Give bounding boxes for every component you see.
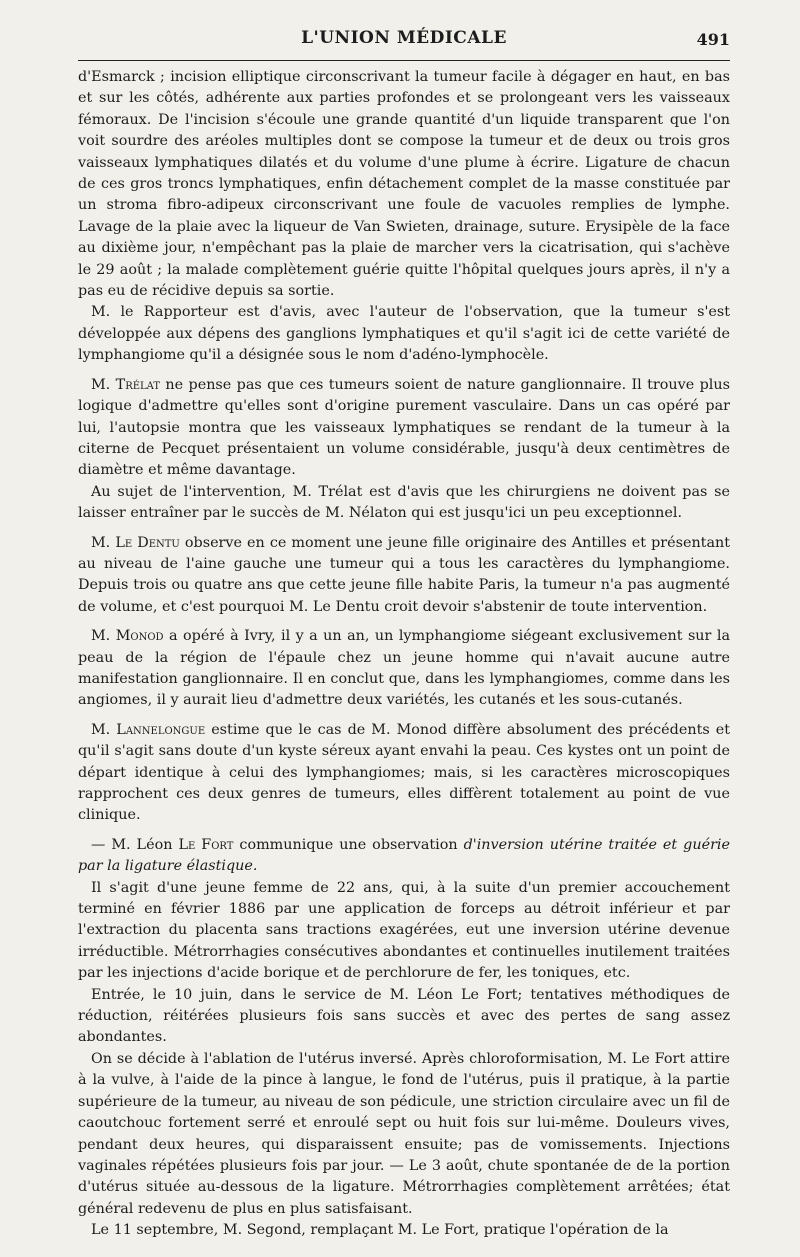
speaker-name: Trélat [115, 376, 161, 393]
speaker-name: Le Dentu [115, 534, 180, 551]
paragraph: M. Trélat ne pense pas que ces tumeurs soient de nature ganglionnaire. Il trouve plus logique d'admettre qu'elles sont d'origine purement vasculaire. Dans un cas opéré par lui, l'autopsie montra que les vaisseaux lymphatiques se rendant de la tumeur à la citerne de Pecquet présentaient un volume considérable, jusqu'à deux centimètres de diamètre et même davantage. [78, 376, 730, 479]
paragraph: M. le Rapporteur est d'avis, avec l'auteur de l'observation, que la tumeur s'est développée aux dépens des ganglions lymphatiques et qu'il s'agit ici de cette variété de lymphangiome qu'il a désignée sous le nom d'adéno-lymphocèle. [78, 304, 730, 364]
paragraph: M. Monod a opéré à Ivry, il y a un an, un lymphangiome siégeant exclusivement sur la peau de la région de l'épaule chez un jeune homme qui n'avait aucune autre manifestation ganglionnaire. Il en conclut que, dans les lymphangiomes, comme dans les angiomes, il y aurait lieu d'admettre deux variétés, les cutanés et les sous-cutanés. [78, 628, 730, 709]
running-title: L'UNION MÉDICALE [301, 28, 507, 48]
paragraph: Le 11 septembre, M. Segond, remplaçant M. Le Fort, pratique l'opération de la [91, 1222, 669, 1239]
paragraph: Entrée, le 10 juin, dans le service de M. Léon Le Fort; tentatives méthodiques de réduction, réitérées plusieurs fois sans succès et avec des pertes de sang assez abondantes. [78, 986, 730, 1046]
paragraph: d'Esmarck ; incision elliptique circonscrivant la tumeur facile à dégager en haut, en bas et sur les côtés, adhérente aux parties profondes et se prolongeant vers les vaisseaux fémoraux. De l'incision s'écoule une grande quantité d'un liquide transparent que l'on voit sourdre des aréoles multiples dont se compose la tumeur et de deux ou trois gros vaisseaux lymphatiques dilatés et du volume d'une plume à écrire. Ligature de chacun de ces gros troncs lymphatiques, enfin détachement complet de la masse constituée par un stroma fibro-adipeux circonscrivant une foule de vacuoles remplies de lymphe. Lavage de la plaie avec la liqueur de Van Swieten, drainage, suture. Erysipèle de la face au dixième jour, n'empêchant pas la plaie de marcher vers la cicatrisation, qui s'achève le 29 août ; la malade complètement guérie quitte l'hôpital quelques jours après, il n'y a pas eu de récidive depuis sa sortie. [78, 69, 730, 300]
paragraph: Au sujet de l'intervention, M. Trélat est d'avis que les chirurgiens ne doivent pas se laisser entraîner par le succès de M. Nélaton qui est jusqu'ici un peu exceptionnel. [78, 483, 730, 522]
paragraph: M. Le Dentu observe en ce moment une jeune fille originaire des Antilles et présentant au niveau de l'aine gauche une tumeur qui a tous les caractères du lymphangiome. Depuis trois ou quatre ans que cette jeune fille habite Paris, la tumeur n'a pas augmenté de volume, et c'est pourquoi M. Le Dentu croit devoir s'abstenir de toute intervention. [78, 534, 731, 615]
paragraph: — M. Léon Le Fort communique une observation d'inversion utérine traitée et guérie par la ligature élastique. [78, 836, 730, 875]
observation-title: d'inversion utérine traitée et guérie par la ligature élastique. [78, 836, 730, 875]
page-number: 491 [696, 30, 730, 49]
paragraph: Il s'agit d'une jeune femme de 22 ans, qui, à la suite d'un premier accouchement terminé en février 1886 par une application de forceps au détroit inférieur et par l'extraction du placenta sans tractions exagérées, eut une inversion utérine devenue irréductible. Métrorrhagies consécutives abondantes et continuelles inutilement traitées par les injections d'acide borique et de perchlorure de fer, les toniques, etc. [78, 879, 730, 982]
speaker-name: Le Fort [178, 836, 234, 853]
document-body [78, 67, 730, 1242]
speaker-name: Lannelongue [116, 721, 206, 738]
paragraph: M. Lannelongue estime que le cas de M. Monod diffère absolument des précédents et qu'il s'agit sans doute d'un kyste séreux ayant envahi la peau. Ces kystes ont un point de départ identique à celui des lymphangiomes; mais, si les caractères microscopiques rapprochent ces deux genres de tumeurs, elles diffèrent totalement au point de vue clinique. [78, 721, 730, 824]
speaker-name: Monod [115, 628, 164, 645]
paragraph: On se décide à l'ablation de l'utérus inversé. Après chloroformisation, M. Le Fort attire à la vulve, à l'aide de la pince à langue, le fond de l'utérus, puis il pratique, à la partie supérieure de la tumeur, au niveau de son pédicule, une striction circulaire avec un fil de caoutchouc fortement serré et enroulé sept ou huit fois sur lui-même. Douleurs vives, pendant deux heures, qui disparaissent ensuite; pas de vomissements. Injections vaginales répétées plusieurs fois par jour. — Le 3 août, chute spontanée de de la portion d'utérus située au-dessous de la ligature. Métrorrhagies complètement arrêtées; état général redevenu de plus en plus satisfaisant. [78, 1050, 730, 1217]
header-rule [78, 60, 730, 61]
page-header [78, 22, 730, 56]
